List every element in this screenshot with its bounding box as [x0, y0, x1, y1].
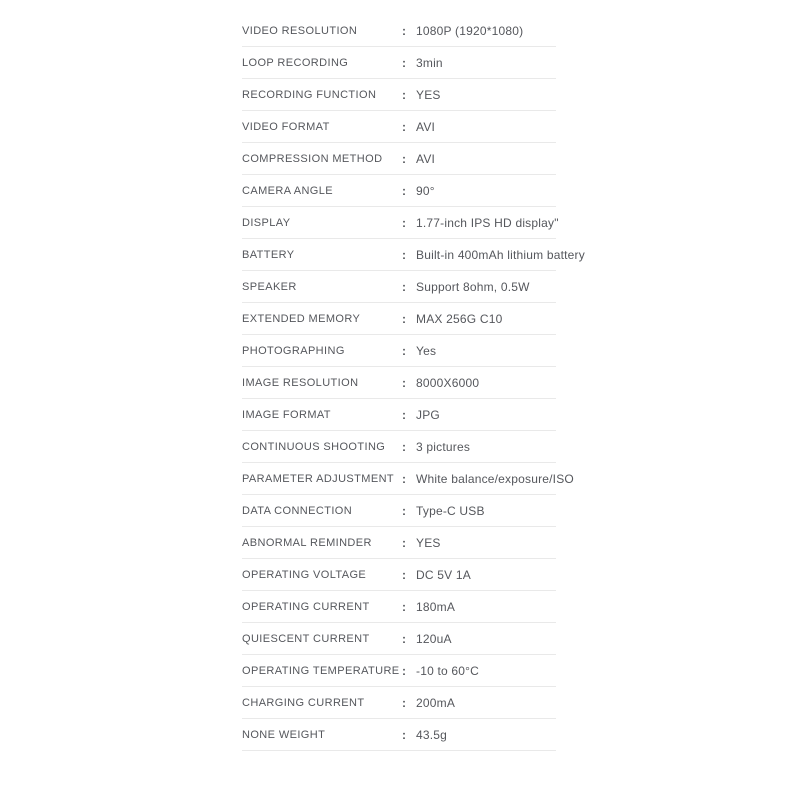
spec-separator: : — [402, 215, 406, 230]
spec-separator: : — [402, 343, 406, 358]
spec-separator: : — [402, 23, 406, 38]
spec-separator: : — [402, 55, 406, 70]
spec-value: 1.77-inch IPS HD display" — [416, 215, 559, 230]
spec-value: Support 8ohm, 0.5W — [416, 279, 530, 294]
spec-row — [242, 271, 556, 303]
spec-value: DC 5V 1A — [416, 567, 471, 582]
spec-label: LOOP RECORDING — [242, 56, 349, 69]
spec-separator: : — [402, 407, 406, 422]
spec-value: YES — [416, 535, 441, 550]
spec-row — [242, 47, 556, 79]
spec-label: SPEAKER — [242, 280, 297, 293]
spec-value: Yes — [416, 343, 437, 358]
spec-separator: : — [402, 439, 406, 454]
spec-row — [242, 111, 556, 143]
spec-value: White balance/exposure/ISO — [416, 471, 574, 486]
spec-separator: : — [402, 503, 406, 518]
spec-label: OPERATING VOLTAGE — [242, 568, 367, 581]
spec-value: JPG — [416, 407, 440, 422]
spec-separator: : — [402, 311, 406, 326]
spec-row — [242, 655, 556, 687]
spec-row — [242, 15, 556, 47]
spec-separator: : — [402, 631, 406, 646]
spec-value: 43.5g — [416, 727, 448, 742]
spec-value: YES — [416, 87, 441, 102]
spec-row — [242, 143, 556, 175]
spec-row — [242, 399, 556, 431]
spec-separator: : — [402, 471, 406, 486]
spec-row — [242, 239, 585, 271]
spec-row — [242, 559, 556, 591]
spec-value: AVI — [416, 151, 436, 166]
spec-table — [242, 15, 585, 751]
spec-separator: : — [402, 151, 406, 166]
spec-label: CHARGING CURRENT — [242, 696, 365, 709]
spec-label: PHOTOGRAPHING — [242, 344, 345, 357]
spec-value: AVI — [416, 119, 436, 134]
spec-value: 1080P (1920*1080) — [416, 23, 524, 38]
spec-separator: : — [402, 183, 406, 198]
spec-label: VIDEO RESOLUTION — [242, 24, 358, 37]
spec-row — [242, 303, 556, 335]
spec-separator: : — [402, 567, 406, 582]
spec-value: MAX 256G C10 — [416, 311, 503, 326]
spec-separator: : — [402, 599, 406, 614]
spec-label: BATTERY — [242, 248, 295, 261]
spec-value: Type-C USB — [416, 503, 485, 518]
spec-separator: : — [402, 695, 406, 710]
spec-label: OPERATING TEMPERATURE — [242, 664, 400, 677]
spec-label: CAMERA ANGLE — [242, 184, 333, 197]
spec-separator: : — [402, 279, 406, 294]
spec-separator: : — [402, 247, 406, 262]
spec-value: Built-in 400mAh lithium battery — [416, 247, 585, 262]
spec-label: QUIESCENT CURRENT — [242, 632, 370, 645]
spec-label: EXTENDED MEMORY — [242, 312, 361, 325]
spec-label: RECORDING FUNCTION — [242, 88, 377, 101]
spec-value: -10 to 60°C — [416, 663, 480, 678]
spec-value: 3min — [416, 55, 443, 70]
spec-separator: : — [402, 535, 406, 550]
spec-row — [242, 495, 556, 527]
spec-label: ABNORMAL REMINDER — [242, 536, 372, 549]
spec-row — [242, 591, 556, 623]
spec-row — [242, 335, 556, 367]
spec-label: OPERATING CURRENT — [242, 600, 370, 613]
spec-value: 180mA — [416, 599, 456, 614]
spec-label: DISPLAY — [242, 216, 291, 229]
spec-label: IMAGE RESOLUTION — [242, 376, 359, 389]
spec-row — [242, 431, 556, 463]
spec-label: VIDEO FORMAT — [242, 120, 330, 133]
spec-label: NONE WEIGHT — [242, 728, 326, 741]
spec-value: 200mA — [416, 695, 456, 710]
spec-value: 90° — [416, 183, 435, 198]
spec-row — [242, 175, 556, 207]
spec-row — [242, 79, 556, 111]
spec-row — [242, 687, 556, 719]
spec-row — [242, 719, 556, 751]
spec-value: 120uA — [416, 631, 452, 646]
spec-separator: : — [402, 375, 406, 390]
spec-separator: : — [402, 663, 406, 678]
spec-row — [242, 463, 574, 495]
spec-value: 3 pictures — [416, 439, 471, 454]
spec-separator: : — [402, 119, 406, 134]
spec-row — [242, 623, 556, 655]
spec-label: IMAGE FORMAT — [242, 408, 331, 421]
spec-separator: : — [402, 727, 406, 742]
spec-label: PARAMETER ADJUSTMENT — [242, 472, 395, 485]
spec-label: CONTINUOUS SHOOTING — [242, 440, 386, 453]
spec-label: DATA CONNECTION — [242, 504, 353, 517]
spec-row — [242, 367, 556, 399]
spec-row — [242, 527, 556, 559]
spec-separator: : — [402, 87, 406, 102]
spec-value: 8000X6000 — [416, 375, 480, 390]
spec-row — [242, 207, 559, 239]
spec-label: COMPRESSION METHOD — [242, 152, 383, 165]
